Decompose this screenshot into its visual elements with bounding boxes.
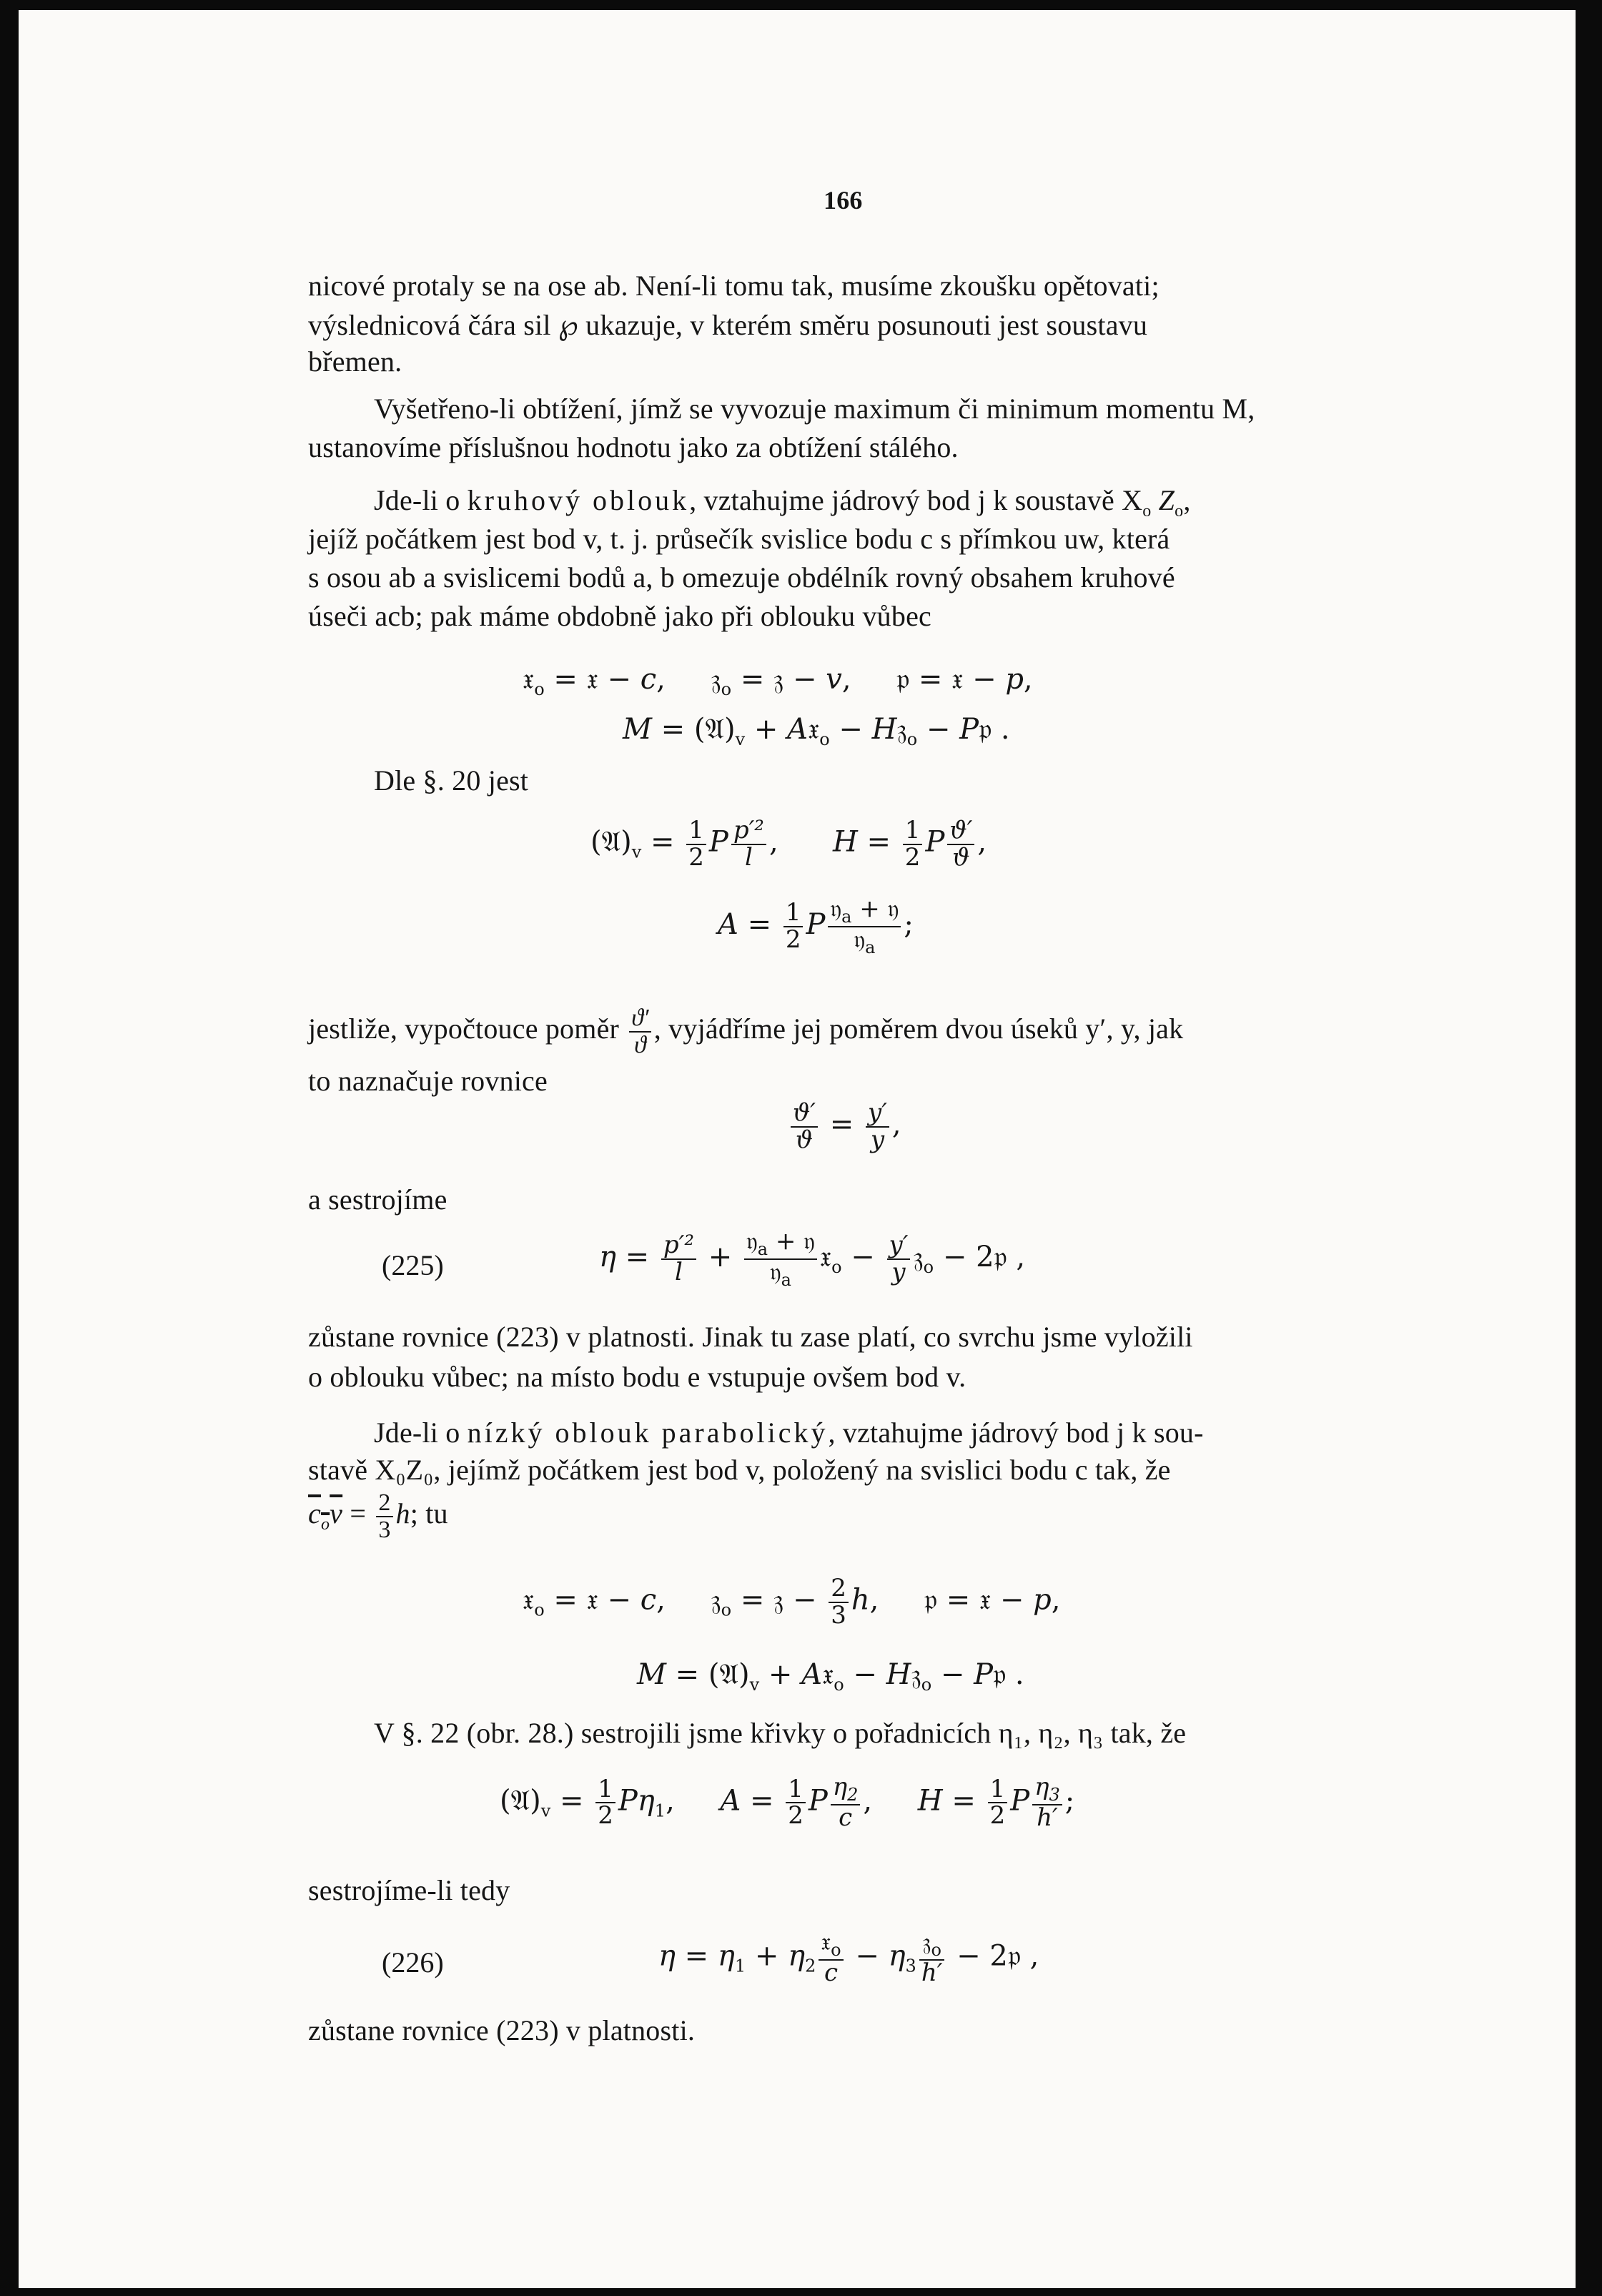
paragraph-line: břemen. bbox=[308, 345, 402, 378]
equation: $(𝔄)_v$ = $\frac{1}{2}$ P $\frac{\text{p′²}}{l}$ , H = $\frac{1}{2}$ P $\frac{ϑ'}{ϑ}$ , bbox=[590, 816, 987, 872]
paragraph-line: Jde-li o nízký oblouk parabolický, vztahujme jádrový bod j k sou- bbox=[374, 1416, 1204, 1449]
paragraph-line: sestrojíme-li tedy bbox=[308, 1874, 510, 1906]
paragraph-line: a sestrojíme bbox=[308, 1183, 448, 1216]
paragraph-line: s osou ab a svislicemi bodů a, b omezuje obdélník rovný obsahem kruhové bbox=[308, 561, 1175, 593]
equation: 𝔵$_o$ = 𝔵 − c, 𝔷$_o$ = 𝔷 − $\frac{2}{3}$ h, 𝔭 = 𝔵 − p, bbox=[523, 1574, 1061, 1630]
equation: $\eta = \eta_1 + \eta_2$ $\frac{𝔵_o}{c}$ − $\eta_3$ $\frac{𝔷_o}{h'}$ − 2𝔭 , bbox=[658, 1928, 1039, 1987]
paragraph-line: úseči acb; pak máme obdobně jako při oblouku vůbec bbox=[308, 600, 931, 632]
paragraph-line: zůstane rovnice (223) v platnosti. Jinak tu zase platí, co svrchu jsme vyložili bbox=[308, 1321, 1193, 1353]
equation: $\frac{ϑ'}{ϑ}$ = $\frac{y'}{y}$ , bbox=[788, 1100, 901, 1153]
paragraph-line: jejíž počátkem jest bod v, t. j. průsečík svislice bodu c s přímkou uw, která bbox=[308, 523, 1170, 555]
paragraph-line: nicové protaly se na ose ab. Není-li tomu tak, musíme zkoušku opětovati; bbox=[308, 270, 1160, 302]
equation: $M = (𝔄)_v$ + A𝔵$_o$ − H𝔷$_o$ − P𝔭 . bbox=[623, 713, 1010, 749]
paragraph-line: jestliže, vypočtouce poměr $\frac{ϑ'}{ϑ}$ , vyjádříme jej poměrem dvou úseků y′, y, jak bbox=[308, 1005, 1184, 1058]
paragraph-line: stavě X₀Z₀, jejímž počátkem jest bod v, položený na svislici bodu c tak, že bbox=[308, 1454, 1171, 1486]
paragraph-line: ustanovíme příslušnou hodnotu jako za obtížení stálého. bbox=[308, 431, 959, 463]
paragraph-line: výslednicová čára sil ℘ ukazuje, v kterém směru posunouti jest soustavu bbox=[308, 309, 1148, 341]
paragraph-line: o oblouku vůbec; na místo bodu e vstupuje ovšem bod v. bbox=[308, 1361, 966, 1393]
equation-number: (226) bbox=[382, 1946, 444, 1979]
paragraph-line: to naznačuje rovnice bbox=[308, 1065, 548, 1097]
paragraph-line: zůstane rovnice (223) v platnosti. bbox=[308, 2014, 696, 2046]
equation: $(𝔄)_v$ = $\frac{1}{2}$ $P\eta_1$, A = $\frac{1}{2}$ P $\frac{\eta_2}{c}$ , H = $\frac{1}{2}$ P $\frac{\eta_3}{h'}$ ; bbox=[500, 1773, 1075, 1832]
equation-number: (225) bbox=[382, 1249, 444, 1281]
paragraph-line: Dle §. 20 jest bbox=[374, 764, 529, 797]
equation: A = $\frac{1}{2}$ P $\frac{𝔶_a + 𝔶}{𝔶_a}$ ; bbox=[718, 895, 914, 957]
equation: $M = (𝔄)_v$ + A𝔵$_o$ − H𝔷$_o$ − P𝔭 . bbox=[637, 1658, 1024, 1695]
paragraph-line: V §. 22 (obr. 28.) sestrojili jsme křivky o pořadnicích η₁, η₂, η₃ tak, že bbox=[374, 1717, 1187, 1749]
equation: 𝔵$_o$ = 𝔵 − c, 𝔷$_o$ = 𝔷 − v, 𝔭 = 𝔵 − p, bbox=[523, 663, 1033, 699]
paragraph-line: $c_ov$ = $\frac{2}{3}$ h; tu bbox=[308, 1489, 448, 1543]
paragraph-line: Vyšetřeno-li obtížení, jímž se vyvozuje maximum či minimum momentu M, bbox=[374, 393, 1255, 425]
equation: η = $\frac{\text{p′²}}{l}$ + $\frac{𝔶_a + 𝔶}{𝔶_a}$ 𝔵$_o$ − $\frac{y'}{y}$ 𝔷$_o$ − 2𝔭 , bbox=[599, 1227, 1026, 1290]
paragraph-line: Jde-li o kruhový oblouk, vztahujme jádrový bod j k soustavě $X_o$ $Z_o$, bbox=[374, 484, 1191, 521]
book-page bbox=[19, 10, 1576, 2288]
page-number: 166 bbox=[824, 186, 863, 215]
